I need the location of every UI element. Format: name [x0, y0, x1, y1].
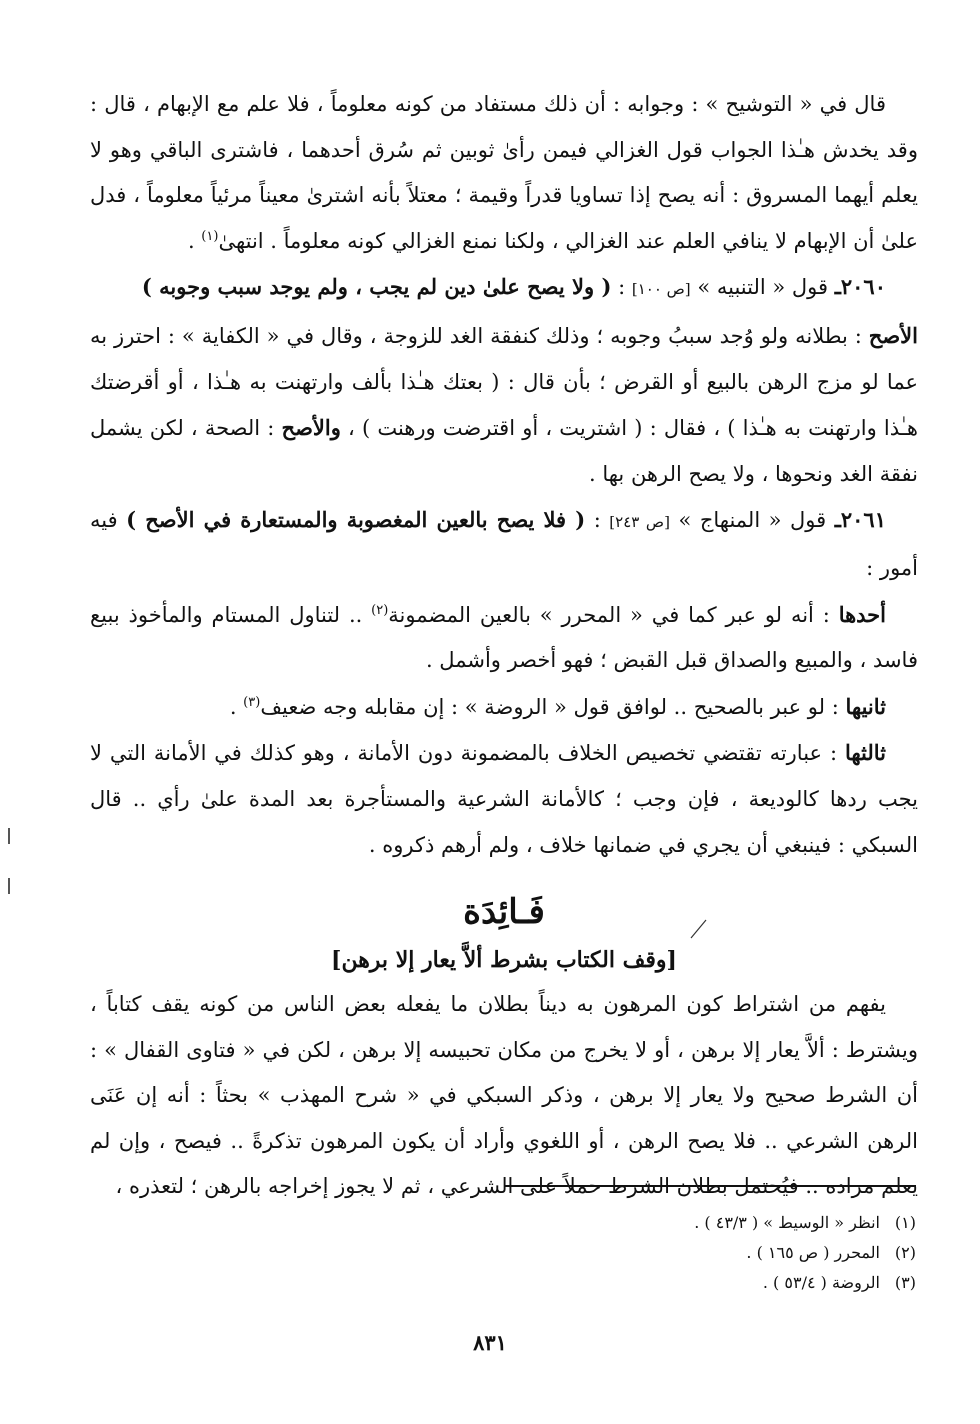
point-third [90, 730, 918, 868]
footnote-ref-2[interactable]: (٢) [371, 602, 389, 618]
footnote-text: الروضة ( ٥٣/٤ ) . [762, 1273, 880, 1292]
quoted-text: ( ولا يصح علىٰ دين لم يجب ، ولم يوجد سبب وجوبه ) [141, 274, 612, 300]
paragraph-text: قال في « التوشيح » : وجوابه : أن ذلك مستفاد من كونه معلوماً ، فلا علم مع الإبهام ، قال : وقد يخدش هـٰذا الجواب قول الغزالي فيمن رأىٰ ثوبين ثم سُرق أحدهما ، فاشترى الباقي وهو لا يعلم أيهما المسروق : أنه يصح إذا تساويا قدراً وقيمة ؛ معتلاً بأنه اشترىٰ معيناً مرئياً معلوماً ، فدل علىٰ أن الإبهام لا ينافي العلم عند الغزالي ، ولكنا نمنع الغزالي كونه معلوماً . انتهىٰ [90, 92, 918, 253]
quoted-text: ( فلا يصح بالعين المغصوبة والمستعارة في الأصح ) [126, 507, 586, 533]
footnote-item [500, 1268, 916, 1298]
page-number: ٨٣١ [473, 1330, 507, 1355]
section-2060-body [90, 313, 918, 497]
paragraph-text: : لو عبر بالصحيح .. لوافق قول « الروضة » : إن مقابله وجه ضعيف [260, 694, 846, 719]
footnote-text: المحرر ( ص ١٦٥ ) . [746, 1243, 880, 1262]
footnote-ref-1[interactable]: (١) [201, 228, 219, 244]
colon: : [611, 275, 632, 300]
margin-mark [8, 878, 10, 894]
footnote-item [500, 1208, 916, 1238]
section-2060 [90, 264, 918, 313]
footnote-separator [504, 1185, 916, 1187]
paragraph-tawshih [90, 82, 918, 264]
point-second [90, 684, 918, 731]
page-reference: [ص ٢٤٣] [609, 513, 670, 532]
lead-word: ثانيها [845, 693, 886, 719]
section-number: ٢٠٦١ـ [834, 507, 886, 533]
footnote-ref-3[interactable]: (٣) [243, 694, 261, 710]
page-reference: [ص ١٠٠] [631, 280, 691, 299]
margin-mark [8, 828, 10, 844]
benefit-title: [وقف الكتاب بشرط ألاَّ يعار إلا برهن] [331, 947, 677, 974]
lead-word: أحدها [838, 601, 886, 627]
point-first [90, 592, 918, 684]
paragraph-text: : الصحة ، لكن يشمل نفقة الغد ونحوها ، ولا يصح الرهن بها . [90, 416, 918, 486]
lead-word: الأصح [868, 322, 918, 348]
footnote-number: (٣) [894, 1273, 916, 1292]
pen-mark [688, 918, 708, 940]
paragraph-text: .. لتناول المستام والمأخوذ ببيع فاسد ، والمبيع والصداق قبل القبض ؛ فهو أخصر وأشمل . [90, 602, 918, 673]
paragraph-end: . [187, 228, 202, 253]
benefit-heading [90, 886, 918, 982]
benefit-text: يفهم من اشتراط كون المرهون به ديناً بطلان ما يفعله بعض الناس من كونه يقف كتاباً ، ويشترط : ألاَّ يعار إلا برهن ، أو لا يخرج من مكان تحبيسه إلا برهن ، لكن في « فتاوى القفال » : أن الشرط صحيح ولا يعار إلا برهن ، وذكر السبكي في « شرح المهذب » بحثاً : أنه إن عَنَى الرهن الشرعي .. فلا يصح الرهن ، أو اللغوي وأراد أن يكون المرهون تذكرةً .. فيصح ، وإن لم يعلم مراده .. فيُحتمل بطلان الشرط حملاً على الشرعي ، ثم لا يجوز إخراجه بالرهن ؛ لتعذره ، [90, 992, 918, 1199]
footnote-text: انظر « الوسيط » ( ٤٣/٣ ) . [694, 1213, 880, 1232]
paragraph-text: : أنه لو عبر كما في « المحرر » بالعين المضمونة [388, 602, 839, 627]
section-source: قول « التنبيه » [690, 275, 835, 300]
paragraph-end: . [229, 694, 244, 719]
section-source: قول « المنهاج » [669, 508, 835, 533]
lead-word: ثالثها [844, 740, 886, 766]
bold-word: والأصح [281, 415, 341, 441]
footnote-number: (١) [894, 1213, 916, 1232]
footnote-item [500, 1238, 916, 1268]
benefit-ornament: فَـائِدَة [463, 892, 545, 933]
section-2061 [90, 497, 918, 591]
footnotes [500, 1208, 916, 1298]
colon: : [585, 508, 610, 533]
page-body [90, 82, 918, 1210]
paragraph-text: فيه أمور : [90, 508, 918, 580]
footnote-number: (٢) [894, 1243, 916, 1262]
paragraph-text: : بطلانه ولو وُجد سببُ وجوبه ؛ وذلك كنفقة الغد للزوجة ، وقال في « الكفاية » : احترز به عما لو مزج الرهن بالبيع أو القرض ؛ بأن قال : ( بعتك هـٰذا بألف وارتهنت به هـٰذا ، أو أقرضتك هـٰذا وارتهنت به هـٰذا ) ، فقال : ( اشتريت ، أو اقترضت ورهنت ) ، [90, 323, 918, 441]
section-number: ٢٠٦٠ـ [834, 274, 886, 300]
paragraph-text: : عبارته تقتضي تخصيص الخلاف بالمضمونة دون الأمانة ، وهو كذلك في الأمانة التي لا يجب ردها كالوديعة ، فإن وجب ؛ كالأمانة الشرعية والمستأجرة بعد المدة علىٰ رأي .. قال السبكي : فينبغي أن يجري في ضمانها خلاف ، ولم أرهم ذكروه . [90, 741, 918, 857]
